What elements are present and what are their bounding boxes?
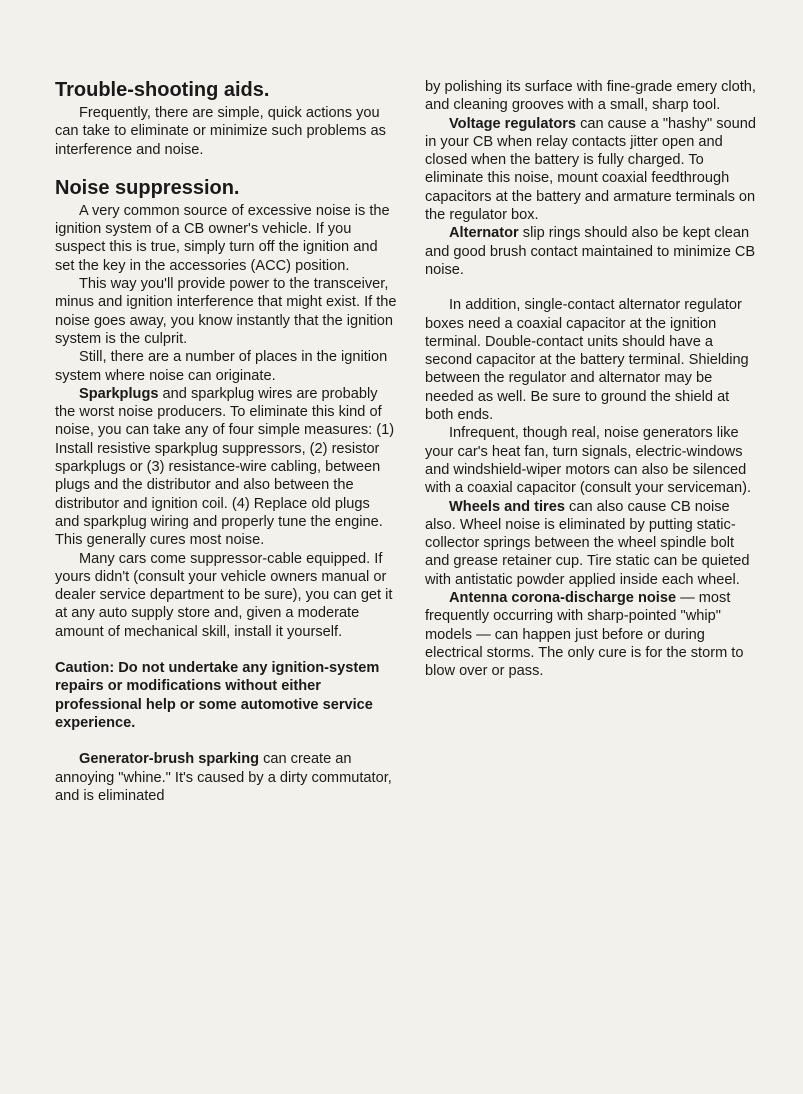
sparkplugs-text: and sparkplug wires are probably the worst noise producers. To eliminate this kind of noise, you can take any of four simple measures: (1) Install resistive sparkplug suppressors, (2) resistor sparkplugs or (3) resistance-wire cabling, between plugs and the distributor and also between the distributor and ignition coil. (4) Replace old plugs and sparkplug wiring and properly tune the engine. This generally cures most noise.	[55, 385, 395, 549]
paragraph-noise-2: This way you'll provide power to the transceiver, minus and ignition interference that might exist. If the noise goes away, you know instantly that the ignition system is the culprit.	[55, 276, 397, 347]
generator-text: can create an annoying "whine." It's caused by a dirty commutator, and is eliminated	[55, 751, 392, 804]
left-column	[55, 78, 397, 805]
caution-note: Caution: Do not undertake any ignition-system repairs or modifications without either professional help or some automotive service experience.	[55, 660, 380, 731]
paragraph-antenna-corona	[425, 589, 760, 680]
antenna-text: — most frequently occurring with sharp-pointed "whip" models — can happen just before or during electrical storms. The only cure is for the storm to blow over or pass.	[425, 590, 744, 680]
wheels-lead: Wheels and tires	[449, 498, 565, 515]
paragraph-trouble-shooting: Frequently, there are simple, quick actions you can take to eliminate or minimize such problems as interference and noise.	[55, 105, 386, 158]
paragraph-alternator	[425, 224, 760, 279]
right-column	[425, 78, 760, 681]
paragraph-noise-1: A very common source of excessive noise is the ignition system of a CB owner's vehicle. If you suspect this is true, simply turn off the ignition and set the key in the accessories (ACC) position.	[55, 202, 390, 274]
heading-noise-suppression: Noise suppression.	[55, 176, 240, 199]
paragraph-noise-3: Still, there are a number of places in the ignition system where noise can originate.	[55, 349, 388, 384]
alternator-lead: Alternator	[449, 225, 519, 242]
sparkplugs-lead: Sparkplugs	[79, 385, 159, 402]
alternator-text: slip rings should also be kept clean and good brush contact maintained to minimize CB noise.	[425, 225, 756, 278]
paragraph-sparkplugs	[55, 385, 397, 550]
paragraph-addition: In addition, single-contact alternator regulator boxes need a coaxial capacitor at the ignition terminal. Double-contact units should have a second capacitor at the battery terminal. Shielding between the regulator and alternator may be needed as well. Be sure to ground the shield at both ends.	[425, 297, 749, 424]
wheels-text: can also cause CB noise also. Wheel noise is eliminated by putting static-collector springs between the wheel spindle bolt and grease retainer cup. Tire static can be quieted with antistatic powder applied inside each wheel.	[425, 498, 750, 588]
generator-lead: Generator-brush sparking	[79, 751, 260, 768]
paragraph-infrequent: Infrequent, though real, noise generators like your car's heat fan, turn signals, electric-windows and windshield-wiper motors can also be silenced with a coaxial capacitor (consult your serviceman).	[425, 425, 752, 497]
voltage-text: can cause a "hashy" sound in your CB when relay contacts jitter open and closed when the battery is fully charged. To eliminate this noise, mount coaxial feedthrough capacitors at the battery and armature terminals on the regulator box.	[425, 115, 756, 224]
heading-trouble-shooting: Trouble-shooting aids.	[55, 79, 270, 101]
paragraph-voltage-regulators	[425, 115, 760, 225]
antenna-lead: Antenna corona-discharge noise	[449, 590, 677, 607]
voltage-lead: Voltage regulators	[449, 115, 577, 132]
paragraph-generator-continued: by polishing its surface with fine-grade emery cloth, and cleaning grooves with a small, sharp tool.	[425, 79, 756, 114]
paragraph-suppressor-cable: Many cars come suppressor-cable equipped. If yours didn't (consult your vehicle owners manual or dealer service department to be sure), you can get it at any auto supply store and, given a moderate amount of mechanical skill, install it yourself.	[55, 550, 393, 640]
paragraph-generator	[55, 750, 397, 805]
paragraph-wheels-tires	[425, 498, 760, 589]
